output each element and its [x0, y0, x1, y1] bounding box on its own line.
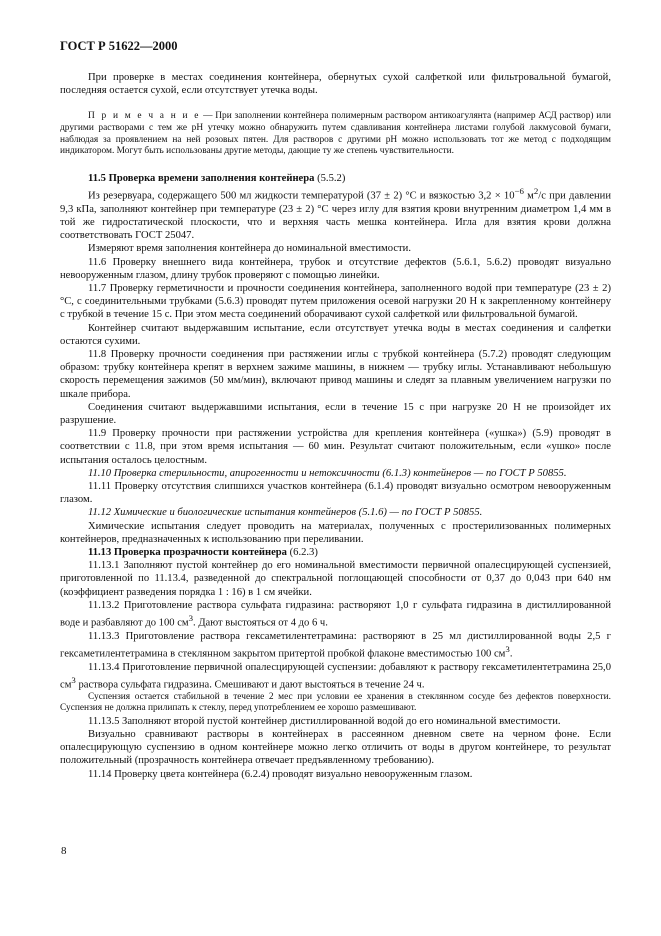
s11-5-sup-exp: −6: [514, 185, 524, 196]
section-11-13-5: 11.13.5 Заполняют второй пустой контейнер дистиллированной водой до его номинальной вместимости.: [88, 715, 561, 727]
paragraph-intro: При проверке в местах соединения контейнера, обернутых сухой салфеткой или фильтровальной бумагой, последняя остается сухой, если отсутствует утечка воды.: [60, 72, 611, 97]
section-11-13-ref: (6.2.3): [286, 547, 318, 558]
s11-5-sup-m2: 2: [533, 185, 539, 196]
section-11-12: [60, 506, 611, 519]
section-11-12-text: 11.12 Химические и биологические испытания контейнеров (5.1.6) — по ГОСТ Р 50855.: [88, 507, 483, 519]
document-body: [60, 71, 611, 781]
section-11-5-text: [60, 185, 611, 242]
section-11-7: 11.7 Проверку герметичности и прочности соединения контейнера, заполненного водой при температуре (23 ± 2) °С, с соединительными трубками (5.6.3) проводят путем приложения осевой нагрузки 20 Н к закрепленному контейнеру с трубкой в течение 15 с. При этом места соединений оборачивают сухой салфеткой или фильтровальной бумагой.: [60, 282, 611, 321]
section-11-6: 11.6 Проверку внешнего вида контейнера, трубок и отсутствие дефектов (5.6.1, 5.6.2) проводят визуально невооруженным глазом, длину трубок проверяют с помощью линейки.: [60, 256, 611, 281]
section-11-14: 11.14 Проверку цвета контейнера (6.2.4) проводят визуально невооруженным глазом.: [88, 768, 473, 780]
section-11-10-text: 11.10 Проверка стерильности, апирогенности и нетоксичности (6.1.3) контейнеров — по ГОСТ Р 50855.: [88, 467, 567, 479]
section-11-5-ref: (5.5.2): [314, 172, 346, 184]
s11-13-4-part-b: раствора сульфата гидразина. Смешивают и дают выстояться в течение 24 ч.: [75, 679, 425, 691]
section-11-13-4: [60, 661, 611, 692]
section-11-13-heading: [60, 546, 611, 559]
s11-13-2-sup: 3: [188, 613, 194, 624]
s11-13-3-part-a: 11.13.3 Приготовление раствора гексаметилентетрамина: растворяют в 25 мл дистиллированной воды 2,5 г гексаметилентетрамина в стеклянном закрытом притертой пробкой флаконе вместимостью 100 см: [60, 630, 611, 660]
section-11-13-1: 11.13.1 Заполняют пустой контейнер до его номинальной вместимости первичной опалесцирующей суспензией, приготовленной по 11.13.4, разведенной до спектральной поглощающей способности от 0,37 до 0,043 при 640 нм (коэффициент разведения порядка 1 : 16) в 1 см ячейки.: [60, 560, 611, 598]
section-11-8: 11.8 Проверку прочности соединения при растяжении иглы с трубкой контейнера (5.7.2) проводят следующим образом: трубку контейнера крепят в верхнем зажиме машины, в нижнем — трубку иглы. Устанавливают небольшую скорость перемещения зажимов (50 мм/мин), включают привод машины и следят за плавным увеличением нагрузки по шкале прибора.: [60, 348, 611, 400]
section-11-13-5-compare: Визуально сравнивают растворы в контейнерах в рассеянном дневном свете на черном фоне. Если опалесцирующую суспензию в одном контейнере можно легко отличить от воды в другом контейнере, то результат положительный (прозрачность контейнера отвечает предъявленному требованию).: [60, 729, 611, 767]
section-11-7-result: Контейнер считают выдержавшим испытание, если отсутствует утечка воды в местах соединения и салфетки остаются сухими.: [60, 322, 611, 347]
note-label: П р и м е ч а н и е: [88, 111, 201, 122]
note-text: — При заполнении контейнера полимерным раствором антикоагулянта (например АСД раствор) или другими растворами с тем же pH утечку можно обнаружить путем сдавливания контейнера листами голубой лакмусовой бумаги, наблюдая за проявлением на ней розовых пятен. Для растворов с другими pH можно использовать тот же метод с подходящим индикатором. Могут быть использованы другие методы, дающие ту же степень чувствительности.: [60, 111, 611, 157]
s11-13-4-part-a: 11.13.4 Приготовление первичной опалесцирующей суспензии: добавляют к раствору гексаметилентетрамина 25,0 см: [60, 661, 611, 691]
s11-13-4-sup: 3: [71, 674, 76, 685]
section-11-12-chem: Химические испытания следует проводить на материалах, полученных с простерилизованных полимерных контейнеров, предназначенных к использованию при переливании.: [60, 520, 611, 545]
s11-5-part-c: /с при давлении 9,3 кПа, заполняют контейнер при температуре (23 ± 2) °С через иглу для взятия крови внутренним диаметром 1,4 мм в той же гидростатической плоскости, что и верхняя часть мешка контейнера. Игла для взятия крови должна соответствовать ГОСТ 25047.: [60, 190, 612, 242]
page-number: 8: [61, 845, 67, 857]
s11-13-3-part-b: .: [509, 648, 513, 660]
s11-13-3-sup: 3: [505, 643, 510, 654]
s11-13-2-part-a: 11.13.2 Приготовление раствора сульфата гидразина: растворяют 1,0 г сульфата гидразина в дистиллированной воде и разбавляют до 100 см: [60, 599, 611, 629]
section-11-13-title: 11.13 Проверка прозрачности контейнера: [88, 547, 287, 558]
s11-13-2-part-b: . Дают выстояться от 4 до 6 ч.: [193, 617, 328, 629]
section-11-13-4-stability: Суспензия остается стабильной в течение 2 мес при условии ее хранения в стеклянном сосуде без дефектов поверхности. Суспензия не должна прилипать к стеклу, перед употреблением ее хорошо размешивают.: [60, 691, 611, 714]
document-header: ГОСТ Р 51622—2000: [60, 39, 178, 53]
section-11-13-2: [60, 599, 611, 630]
section-11-5-heading: [60, 172, 611, 185]
note-paragraph: [60, 111, 611, 157]
section-11-10: [60, 467, 611, 480]
section-11-13-3: [60, 630, 611, 661]
section-11-9: 11.9 Проверку прочности при растяжении устройства для крепления контейнера («ушка») (5.9) проводят в соответствии с 11.8, при этом время испытания — 60 мин. Результат считают положительным, если «ушко» после испытания осталось целостным.: [60, 428, 611, 466]
section-11-5-title: 11.5 Проверка времени заполнения контейнера: [88, 172, 315, 184]
s11-5-part-a: Из резервуара, содержащего 500 мл жидкости температурой (37 ± 2) °С и вязкостью 3,2 × 10: [88, 190, 515, 202]
s11-5-part-b: м: [523, 190, 534, 202]
section-11-5-measure: Измеряют время заполнения контейнера до номинальной вместимости.: [88, 243, 411, 255]
section-11-8-result: Соединения считают выдержавшими испытания, если в течение 15 с при нагрузке 20 Н не произойдет их разрушение.: [60, 401, 611, 426]
section-11-11: 11.11 Проверку отсутствия слипшихся участков контейнера (6.1.4) проводят визуально осмотром невооруженным глазом.: [60, 480, 611, 506]
